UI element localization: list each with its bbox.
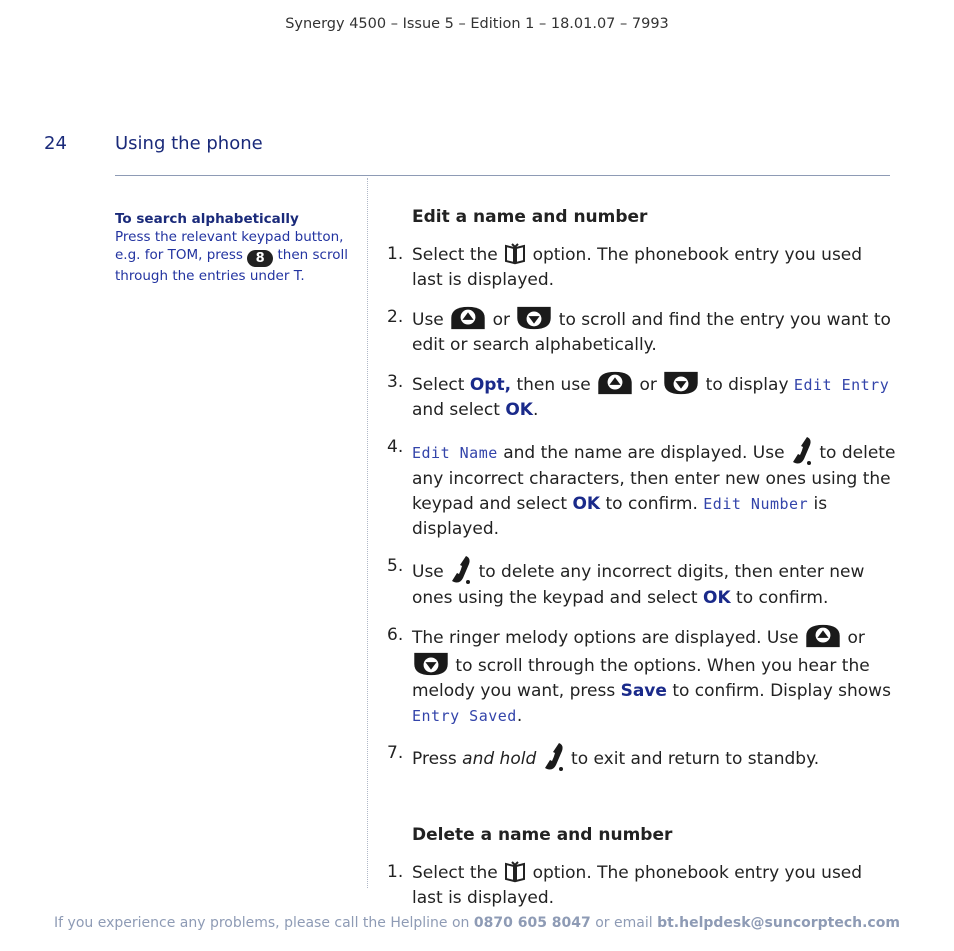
step-text: Press [412, 749, 457, 769]
edit-heading: Edit a name and number [412, 207, 648, 227]
step-text: Use [412, 310, 444, 330]
document-header: Synergy 4500 – Issue 5 – Edition 1 – 18.01.07 – 7993 [285, 16, 669, 32]
handset-icon [542, 741, 566, 773]
display-text: Entry Saved [412, 707, 517, 725]
edit-step-2 [387, 305, 897, 358]
tip-text-part: then scroll through the entries under T. [115, 247, 348, 284]
scroll-down-icon [515, 305, 553, 331]
step-number: 6. [387, 625, 404, 645]
scroll-up-icon [449, 305, 487, 331]
handset-icon [449, 554, 473, 586]
edit-step-3 [387, 370, 897, 423]
delete-heading: Delete a name and number [412, 825, 673, 845]
step-number: 7. [387, 743, 404, 763]
step-text: and the name are displayed. Use [503, 443, 785, 463]
page-number: 24 [44, 133, 67, 154]
ok-keyword: OK [572, 494, 601, 514]
step-text: to delete any incorrect characters, then enter new ones using the keypad and select [412, 443, 896, 514]
step-number: 1. [387, 244, 404, 264]
step-text: Select the [412, 863, 498, 883]
step-text: . [532, 400, 539, 420]
step-text: to delete any incorrect digits, then enter new ones using the keypad and select [412, 562, 865, 608]
scroll-up-icon [804, 623, 842, 649]
step-text: to confirm. Display shows [672, 681, 891, 701]
tip-title: To search alphabetically [115, 211, 299, 227]
handset-icon [790, 435, 814, 467]
phonebook-icon [503, 860, 527, 884]
step-text: option. The phonebook entry you used last is displayed. [412, 245, 863, 290]
step-text: to display [705, 375, 789, 395]
step-text: to confirm. [605, 494, 698, 514]
display-text: Edit Name [412, 444, 498, 462]
edit-step-5 [387, 554, 897, 611]
step-text: or [639, 375, 657, 395]
step-number: 5. [387, 556, 404, 576]
edit-step-4 [387, 435, 897, 542]
edit-step-6 [387, 623, 897, 729]
footer-text: If you experience any problems, please call the Helpline on [54, 915, 470, 931]
delete-step-1 [387, 860, 897, 911]
helpline-email: bt.helpdesk@suncorptech.com [657, 915, 900, 931]
step-text: then use [516, 375, 591, 395]
scroll-down-icon [412, 651, 450, 677]
step-text: is displayed. [412, 494, 828, 539]
key-8-icon: 8 [247, 250, 273, 267]
ok-keyword: OK [703, 588, 731, 608]
step-number: 1. [387, 862, 404, 882]
step-text: . [516, 706, 523, 726]
opt-keyword: Opt, [469, 375, 512, 395]
phonebook-icon [503, 242, 527, 266]
ok-keyword: OK [505, 400, 533, 420]
step-text: to confirm. [736, 588, 829, 608]
save-keyword: Save [620, 681, 667, 701]
section-title: Using the phone [115, 133, 263, 154]
helpline-phone: 0870 605 8047 [473, 915, 591, 931]
scroll-up-icon [596, 370, 634, 396]
column-divider [367, 178, 368, 888]
footer-text: or email [595, 915, 653, 931]
delete-steps [387, 860, 897, 911]
step-text: or [492, 310, 510, 330]
display-text: Edit Number [703, 495, 809, 513]
step-text: to scroll and find the entry you want to edit or search alphabetically. [412, 310, 891, 355]
tip-text [115, 228, 355, 285]
step-text: and select [412, 400, 500, 420]
step-text: option. The phonebook entry you used last is displayed. [412, 863, 863, 908]
scroll-down-icon [662, 370, 700, 396]
edit-steps [387, 242, 897, 773]
sidebar-tip [115, 210, 355, 285]
step-number: 4. [387, 437, 404, 457]
step-number: 2. [387, 307, 404, 327]
step-text: Select [412, 375, 465, 395]
helpline-footer [0, 915, 954, 931]
step-number: 3. [387, 372, 404, 392]
step-text: to scroll through the options. When you hear the melody you want, press [412, 656, 870, 701]
display-text: Edit Entry [793, 376, 890, 394]
main-content [387, 205, 897, 923]
edit-step-7 [387, 741, 897, 773]
header-divider [115, 175, 890, 176]
emphasis-text: and hold [462, 749, 537, 769]
tip-text-part: Press the relevant keypad button, e.g. for TOM, press [115, 229, 344, 263]
step-text: or [847, 628, 865, 648]
step-text: Select the [412, 245, 498, 265]
edit-step-1 [387, 242, 897, 293]
step-text: The ringer melody options are displayed. Use [412, 628, 799, 648]
step-text: Use [412, 562, 444, 582]
step-text: to exit and return to standby. [571, 749, 820, 769]
